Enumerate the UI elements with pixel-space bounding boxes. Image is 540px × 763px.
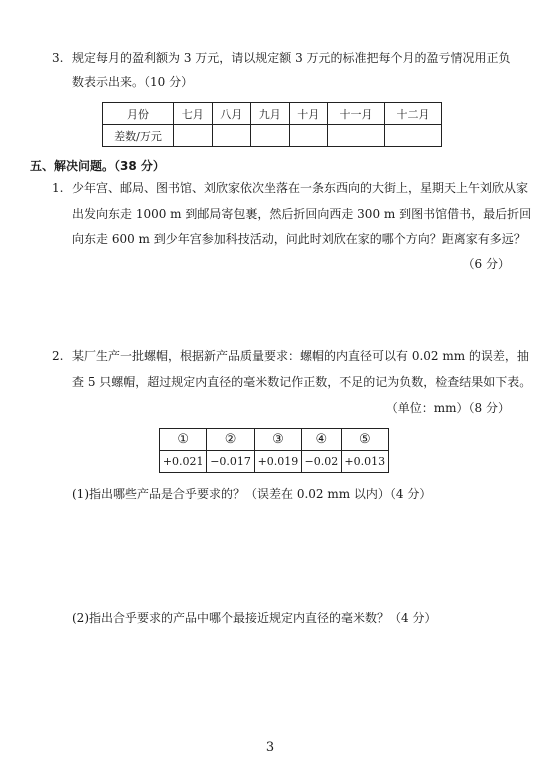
p2-number: 2. xyxy=(52,349,64,363)
q3-table-header-row xyxy=(103,103,442,125)
p1-text-1: 少年宫、邮局、图书馆、刘欣家依次坐落在一条东西向的大街上，星期天上午刘欣从家 xyxy=(72,181,529,195)
q3-table xyxy=(102,102,442,147)
q3-number: 3. xyxy=(52,51,64,65)
p2-header-cell: ③ xyxy=(254,429,301,451)
section-5-title: 五、解决问题。（38 分） xyxy=(30,159,165,173)
q3-answer-cell[interactable] xyxy=(251,125,290,147)
q3-answer-cell[interactable] xyxy=(212,125,251,147)
q3-answer-cell[interactable] xyxy=(174,125,213,147)
p2-sub-question-1: (1)指出哪些产品是合乎要求的？（误差在 0.02 mm 以内）（4 分） xyxy=(72,487,432,501)
p2-value-cell: −0.02 xyxy=(302,451,341,473)
q3-answer-cell[interactable] xyxy=(385,125,442,147)
p2-header-cell: ① xyxy=(160,429,207,451)
q3-header-cell: 十月 xyxy=(289,103,328,125)
q3-table-value-row xyxy=(103,125,442,147)
q3-row-label: 差数/万元 xyxy=(103,125,174,147)
q3-header-cell: 八月 xyxy=(212,103,251,125)
p2-table xyxy=(159,428,389,473)
p2-header-cell: ⑤ xyxy=(341,429,388,451)
p2-sub-question-2: (2)指出合乎要求的产品中哪个最接近规定内直径的毫米数？（4 分） xyxy=(72,611,437,625)
p1-line2: 出发向东走 1000 m 到邮局寄包裹，然后折回向西走 300 m 到图书馆借书，最后折回 xyxy=(72,207,532,221)
p2-line1 xyxy=(52,348,529,364)
p2-table-header-row xyxy=(160,429,389,451)
q3-line2: 数表示出来。（10 分） xyxy=(72,75,194,89)
q3-header-cell: 七月 xyxy=(174,103,213,125)
p2-unit-score: （单位：mm）（8 分） xyxy=(385,401,510,415)
q3-header-cell: 月份 xyxy=(103,103,174,125)
page-number: 3 xyxy=(265,740,275,755)
q3-header-cell: 十一月 xyxy=(328,103,385,125)
q3-header-cell: 九月 xyxy=(251,103,290,125)
p2-header-cell: ② xyxy=(207,429,254,451)
q3-text-1: 规定每月的盈利额为 3 万元，请以规定额 3 万元的标准把每个月的盈亏情况用正负 xyxy=(72,51,511,65)
p2-header-cell: ④ xyxy=(302,429,341,451)
p2-value-cell: +0.013 xyxy=(341,451,388,473)
p1-score: （6 分） xyxy=(462,257,510,271)
q3-line1 xyxy=(52,50,511,66)
p2-value-cell: −0.017 xyxy=(207,451,254,473)
q3-answer-cell[interactable] xyxy=(289,125,328,147)
q3-header-cell: 十二月 xyxy=(385,103,442,125)
p1-line1 xyxy=(52,180,528,196)
p1-number: 1. xyxy=(52,181,64,195)
p2-value-cell: +0.021 xyxy=(160,451,207,473)
p2-text-1: 某厂生产一批螺帽，根据新产品质量要求：螺帽的内直径可以有 0.02 mm 的误差，抽 xyxy=(72,349,529,363)
q3-answer-cell[interactable] xyxy=(328,125,385,147)
p2-value-cell: +0.019 xyxy=(254,451,301,473)
p2-table-value-row xyxy=(160,451,389,473)
p1-line3: 向东走 600 m 到少年宫参加科技活动，问此时刘欣在家的哪个方向？距离家有多远？ xyxy=(72,232,526,246)
p2-line2: 查 5 只螺帽，超过规定内直径的毫米数记作正数，不足的记为负数，检查结果如下表。 xyxy=(72,375,532,389)
